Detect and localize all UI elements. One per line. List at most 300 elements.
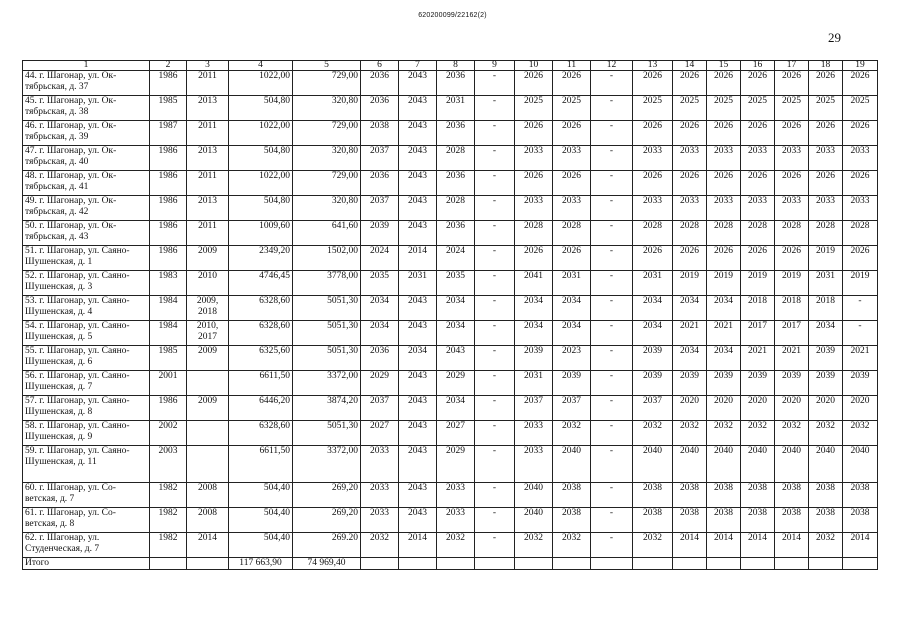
table-cell: 2001 <box>150 371 187 396</box>
table-cell: 2008 <box>187 483 229 508</box>
table-cell: 2040 <box>707 446 741 483</box>
table-cell: 2018 <box>809 296 843 321</box>
table-cell: 2026 <box>553 246 591 271</box>
table-cell: 2038 <box>553 508 591 533</box>
table-cell: - <box>591 96 633 121</box>
table-cell: 2031 <box>633 271 673 296</box>
table-cell <box>475 558 515 570</box>
table-cell: 2033 <box>361 446 399 483</box>
table-cell: 2026 <box>741 171 775 196</box>
table-cell: 2034 <box>437 321 475 346</box>
table-cell: 2014 <box>775 533 809 558</box>
address-cell: 60. г. Шагонар, ул. Со-ветская, д. 7 <box>23 483 150 508</box>
table-cell: 6328,60 <box>229 321 293 346</box>
table-row <box>23 508 878 533</box>
table-cell: 1022,00 <box>229 71 293 96</box>
table-cell: 2033 <box>673 196 707 221</box>
column-header: 7 <box>399 61 437 71</box>
table-cell: 2024 <box>361 246 399 271</box>
table-cell: 2025 <box>673 96 707 121</box>
table-cell: 2034 <box>553 321 591 346</box>
table-cell: 2043 <box>399 371 437 396</box>
column-header: 4 <box>229 61 293 71</box>
table-cell: 2036 <box>361 96 399 121</box>
table-cell: 2010 <box>187 271 229 296</box>
table-cell: - <box>475 508 515 533</box>
table-cell <box>437 558 475 570</box>
table-row <box>23 296 878 321</box>
table-cell: 2020 <box>673 396 707 421</box>
table-row <box>23 371 878 396</box>
table-cell: - <box>475 146 515 171</box>
table-cell: 1986 <box>150 71 187 96</box>
table-cell: - <box>475 221 515 246</box>
table-cell: 2033 <box>809 196 843 221</box>
address-cell: 50. г. Шагонар, ул. Ок-тябрьская, д. 43 <box>23 221 150 246</box>
table-cell: 2034 <box>673 296 707 321</box>
table-cell: - <box>475 121 515 146</box>
table-cell: 2038 <box>741 508 775 533</box>
table-cell: 2036 <box>361 171 399 196</box>
table-cell: 2036 <box>437 71 475 96</box>
table-cell: 2039 <box>809 346 843 371</box>
column-header: 16 <box>741 61 775 71</box>
table-cell: - <box>475 483 515 508</box>
table-cell: 2002 <box>150 421 187 446</box>
table-cell: 2014 <box>187 533 229 558</box>
table-cell: 2026 <box>707 171 741 196</box>
table-cell: 2036 <box>361 346 399 371</box>
table-cell: 2025 <box>707 96 741 121</box>
table-cell: 504,40 <box>229 483 293 508</box>
table-cell: 2032 <box>809 421 843 446</box>
table-cell: 1987 <box>150 121 187 146</box>
table-cell: 2039 <box>775 371 809 396</box>
table-cell: 2026 <box>633 71 673 96</box>
table-cell: - <box>591 171 633 196</box>
table-cell: 2034 <box>673 346 707 371</box>
table-cell: 2032 <box>741 421 775 446</box>
table-cell: 2033 <box>633 146 673 171</box>
table-cell: 2031 <box>399 271 437 296</box>
table-cell: 2036 <box>361 71 399 96</box>
table-cell: 2039 <box>673 371 707 396</box>
table-cell: - <box>591 146 633 171</box>
table-cell: 320,80 <box>293 96 361 121</box>
address-cell: 56. г. Шагонар, ул. Саяно-Шушенская, д. 7 <box>23 371 150 396</box>
table-cell: 2010, 2017 <box>187 321 229 346</box>
table-cell: 2026 <box>673 171 707 196</box>
table-cell: 2025 <box>741 96 775 121</box>
address-cell: 54. г. Шагонар, ул. Саяно-Шушенская, д. 5 <box>23 321 150 346</box>
table-cell <box>187 558 229 570</box>
table-cell: 2014 <box>399 246 437 271</box>
table-cell: 2038 <box>361 121 399 146</box>
table-cell: 1984 <box>150 296 187 321</box>
table-cell: 2043 <box>399 321 437 346</box>
table-cell: 6611,50 <box>229 446 293 483</box>
table-cell: 2039 <box>741 371 775 396</box>
table-row <box>23 483 878 508</box>
table-cell: - <box>475 171 515 196</box>
table-row <box>23 321 878 346</box>
table-cell: 2032 <box>775 421 809 446</box>
column-header: 5 <box>293 61 361 71</box>
table-cell: 2028 <box>775 221 809 246</box>
table-cell: 2033 <box>515 446 553 483</box>
table-cell: 2033 <box>553 146 591 171</box>
table-cell: 2040 <box>633 446 673 483</box>
table-cell: 2037 <box>361 196 399 221</box>
column-header: 15 <box>707 61 741 71</box>
table-cell: 2021 <box>843 346 878 371</box>
table-cell: 2037 <box>633 396 673 421</box>
table-cell: 2043 <box>399 96 437 121</box>
table-cell: 2026 <box>809 121 843 146</box>
table-cell: 2037 <box>361 396 399 421</box>
table-cell: 2019 <box>741 271 775 296</box>
table-cell: 2026 <box>515 71 553 96</box>
table-cell: 2019 <box>809 246 843 271</box>
table-cell: - <box>591 421 633 446</box>
table-cell: 2026 <box>633 246 673 271</box>
table-cell: 2011 <box>187 171 229 196</box>
table-cell: - <box>591 321 633 346</box>
table-cell: 2034 <box>553 296 591 321</box>
table-cell: 2033 <box>437 508 475 533</box>
table-cell: - <box>475 296 515 321</box>
table-cell: 2026 <box>553 171 591 196</box>
table-cell: 2043 <box>399 446 437 483</box>
table-cell: 2021 <box>741 346 775 371</box>
table-cell: 2027 <box>437 421 475 446</box>
table-cell: 2026 <box>843 71 878 96</box>
table-cell: 1986 <box>150 246 187 271</box>
table-cell: 2039 <box>843 371 878 396</box>
table-cell: 2038 <box>633 483 673 508</box>
table-cell: 2020 <box>775 396 809 421</box>
table-cell: 2026 <box>707 246 741 271</box>
table-cell: 2040 <box>673 446 707 483</box>
table-cell: 2026 <box>809 171 843 196</box>
table-cell: 2039 <box>515 346 553 371</box>
table-cell: 2039 <box>553 371 591 396</box>
table-cell: 2041 <box>515 271 553 296</box>
table-cell: 729,00 <box>293 71 361 96</box>
table-cell: 2009, 2018 <box>187 296 229 321</box>
table-cell: 2028 <box>673 221 707 246</box>
table-cell: - <box>591 196 633 221</box>
table-cell: 2019 <box>775 271 809 296</box>
table-cell: - <box>475 446 515 483</box>
table-cell: 5051,30 <box>293 296 361 321</box>
table-cell: - <box>475 321 515 346</box>
table-cell: 2028 <box>741 221 775 246</box>
table-cell: 2026 <box>741 246 775 271</box>
table-cell <box>187 421 229 446</box>
table-cell: 2043 <box>399 171 437 196</box>
table-cell: 2028 <box>553 221 591 246</box>
table-cell: - <box>591 483 633 508</box>
table-cell: 2026 <box>775 71 809 96</box>
table-cell: 2031 <box>437 96 475 121</box>
table-cell: 2026 <box>775 121 809 146</box>
address-cell: 62. г. Шагонар, ул. Студенческая, д. 7 <box>23 533 150 558</box>
table-cell: 2034 <box>707 346 741 371</box>
column-header: 12 <box>591 61 633 71</box>
table-cell: 2033 <box>515 421 553 446</box>
table-cell: 2034 <box>515 296 553 321</box>
table-cell: 2029 <box>437 446 475 483</box>
table-cell: 2026 <box>633 121 673 146</box>
table-cell: 2032 <box>809 533 843 558</box>
table-cell: 2038 <box>673 483 707 508</box>
table-cell: 2038 <box>741 483 775 508</box>
table-cell: 2043 <box>399 396 437 421</box>
table-cell: 1986 <box>150 396 187 421</box>
table-row <box>23 221 878 246</box>
table-cell <box>399 558 437 570</box>
table-cell: 2040 <box>515 483 553 508</box>
table-cell: - <box>843 321 878 346</box>
table-cell: 1983 <box>150 271 187 296</box>
table-cell: 2009 <box>187 346 229 371</box>
table-cell: 1982 <box>150 483 187 508</box>
table-cell: 2026 <box>515 171 553 196</box>
table-cell: 1022,00 <box>229 121 293 146</box>
column-header: 13 <box>633 61 673 71</box>
table-cell: 2017 <box>741 321 775 346</box>
table-cell: 2026 <box>515 121 553 146</box>
table-cell: 2011 <box>187 221 229 246</box>
address-cell: 57. г. Шагонар, ул. Саяно-Шушенская, д. 8 <box>23 396 150 421</box>
address-cell: 48. г. Шагонар, ул. Ок-тябрьская, д. 41 <box>23 171 150 196</box>
table-cell: 2028 <box>843 221 878 246</box>
table-cell: 2040 <box>515 508 553 533</box>
table-cell: 504,80 <box>229 196 293 221</box>
table-cell: 2028 <box>437 146 475 171</box>
table-cell: 3778,00 <box>293 271 361 296</box>
table-cell: 2039 <box>809 371 843 396</box>
table-cell: 2033 <box>707 196 741 221</box>
table-cell: - <box>591 246 633 271</box>
column-header: 19 <box>843 61 878 71</box>
table-cell: 2039 <box>707 371 741 396</box>
table-cell: 2039 <box>361 221 399 246</box>
table-cell: 2025 <box>633 96 673 121</box>
table-cell: 2037 <box>515 396 553 421</box>
column-header: 10 <box>515 61 553 71</box>
table-cell: - <box>475 71 515 96</box>
table-cell: 1982 <box>150 508 187 533</box>
table-cell: 2018 <box>741 296 775 321</box>
table-row <box>23 171 878 196</box>
table-cell: 2040 <box>775 446 809 483</box>
table-cell <box>187 446 229 483</box>
table-cell: 2033 <box>361 508 399 533</box>
table-row <box>23 396 878 421</box>
table-cell: 641,60 <box>293 221 361 246</box>
table-cell: 2013 <box>187 196 229 221</box>
table-cell: 269,20 <box>293 508 361 533</box>
table-cell: 2026 <box>553 71 591 96</box>
table-cell: 6325,60 <box>229 346 293 371</box>
table-cell <box>150 558 187 570</box>
table-cell: 2038 <box>707 508 741 533</box>
column-header: 11 <box>553 61 591 71</box>
address-cell: 45. г. Шагонар, ул. Ок-тябрьская, д. 38 <box>23 96 150 121</box>
table-cell: 2038 <box>673 508 707 533</box>
table-cell: 2026 <box>673 246 707 271</box>
table-cell: 1982 <box>150 533 187 558</box>
table-header-row <box>23 61 878 71</box>
table-cell: - <box>475 371 515 396</box>
table-row <box>23 246 878 271</box>
table-cell: - <box>475 421 515 446</box>
table-cell: 6446,20 <box>229 396 293 421</box>
table-cell: 2034 <box>809 321 843 346</box>
table-cell: 2017 <box>775 321 809 346</box>
table-cell: 2035 <box>437 271 475 296</box>
table-cell: 2026 <box>707 71 741 96</box>
address-cell: 44. г. Шагонар, ул. Ок-тябрьская, д. 37 <box>23 71 150 96</box>
table-cell <box>361 558 399 570</box>
table-cell: 729,00 <box>293 171 361 196</box>
table-cell: 2034 <box>707 296 741 321</box>
table-cell: 1986 <box>150 221 187 246</box>
table-cell: 2034 <box>399 346 437 371</box>
table-cell: 2009 <box>187 396 229 421</box>
table-cell: 5051,30 <box>293 321 361 346</box>
table-cell: 2034 <box>633 296 673 321</box>
table-cell: 2026 <box>775 246 809 271</box>
table-row <box>23 346 878 371</box>
column-header: 6 <box>361 61 399 71</box>
table-cell: 2040 <box>843 446 878 483</box>
table-cell: - <box>591 446 633 483</box>
table-cell: 2039 <box>633 371 673 396</box>
table-cell: 2037 <box>553 396 591 421</box>
table-cell: 2033 <box>775 146 809 171</box>
table-cell: 2033 <box>809 146 843 171</box>
table-cell: 504,80 <box>229 146 293 171</box>
table-cell: 2026 <box>741 71 775 96</box>
table-cell: - <box>475 246 515 271</box>
table-cell: 2032 <box>553 533 591 558</box>
table-cell: - <box>475 346 515 371</box>
table-cell: 2019 <box>843 271 878 296</box>
table-cell: - <box>591 121 633 146</box>
table-cell: 2021 <box>673 321 707 346</box>
table-row <box>23 533 878 558</box>
table-cell: 2031 <box>809 271 843 296</box>
table-cell: 2026 <box>553 121 591 146</box>
table-cell: 2009 <box>187 246 229 271</box>
table-cell: 2026 <box>515 246 553 271</box>
table-cell: 2020 <box>843 396 878 421</box>
table-cell: 2020 <box>809 396 843 421</box>
column-header: 1 <box>23 61 150 71</box>
address-cell: 53. г. Шагонар, ул. Саяно-Шушенская, д. 4 <box>23 296 150 321</box>
table-cell <box>673 558 707 570</box>
table-cell: 2040 <box>741 446 775 483</box>
table-cell: 2349,20 <box>229 246 293 271</box>
table-cell: 2038 <box>633 508 673 533</box>
table-cell: 2014 <box>741 533 775 558</box>
table-row <box>23 121 878 146</box>
column-header: 2 <box>150 61 187 71</box>
table-cell: 2032 <box>633 533 673 558</box>
table-cell: 2039 <box>633 346 673 371</box>
table-cell: 2021 <box>707 321 741 346</box>
table-cell: 1985 <box>150 96 187 121</box>
table-cell: 1984 <box>150 321 187 346</box>
table-cell: 269,20 <box>293 483 361 508</box>
table-cell <box>553 558 591 570</box>
table-cell: 269.20 <box>293 533 361 558</box>
table-cell: 2043 <box>399 71 437 96</box>
table-cell: 2028 <box>633 221 673 246</box>
table-cell: 320,80 <box>293 146 361 171</box>
table-cell: 729,00 <box>293 121 361 146</box>
table-cell: 2038 <box>809 483 843 508</box>
table-cell: - <box>475 396 515 421</box>
table-cell: 2026 <box>707 121 741 146</box>
table-cell: 2027 <box>361 421 399 446</box>
table-cell: 3874,20 <box>293 396 361 421</box>
table-cell: 2037 <box>361 146 399 171</box>
table-cell: 2033 <box>707 146 741 171</box>
table-cell <box>809 558 843 570</box>
table-row <box>23 71 878 96</box>
table-cell <box>775 558 809 570</box>
table-cell: 2034 <box>361 321 399 346</box>
table-cell: 2043 <box>399 196 437 221</box>
table-cell: 2026 <box>843 171 878 196</box>
table-cell: 2034 <box>437 396 475 421</box>
column-header: 9 <box>475 61 515 71</box>
column-header: 3 <box>187 61 229 71</box>
table-cell: 1986 <box>150 196 187 221</box>
table-cell: 2028 <box>707 221 741 246</box>
table-cell: 3372,00 <box>293 371 361 396</box>
address-cell: 46. г. Шагонар, ул. Ок-тябрьская, д. 39 <box>23 121 150 146</box>
table-cell: 2043 <box>399 483 437 508</box>
table-cell: 2018 <box>775 296 809 321</box>
table-cell: 1022,00 <box>229 171 293 196</box>
table-cell: 2043 <box>399 121 437 146</box>
table-cell <box>633 558 673 570</box>
table-cell: 2038 <box>775 483 809 508</box>
table-cell: - <box>591 71 633 96</box>
table-cell: 2014 <box>673 533 707 558</box>
table-cell: 2038 <box>843 508 878 533</box>
table-cell: 2038 <box>843 483 878 508</box>
table-cell: 2043 <box>399 421 437 446</box>
table-cell: 2033 <box>515 196 553 221</box>
table-cell: 2020 <box>741 396 775 421</box>
table-cell: 1986 <box>150 146 187 171</box>
address-cell: 49. г. Шагонар, ул. Ок-тябрьская, д. 42 <box>23 196 150 221</box>
table-cell: - <box>591 221 633 246</box>
table-cell: 2033 <box>437 483 475 508</box>
table-cell: 2033 <box>553 196 591 221</box>
table-cell: 2025 <box>515 96 553 121</box>
table-cell: 2032 <box>673 421 707 446</box>
table-cell: 2024 <box>437 246 475 271</box>
table-cell: 6611,50 <box>229 371 293 396</box>
address-cell: 52. г. Шагонар, ул. Саяно-Шушенская, д. 3 <box>23 271 150 296</box>
